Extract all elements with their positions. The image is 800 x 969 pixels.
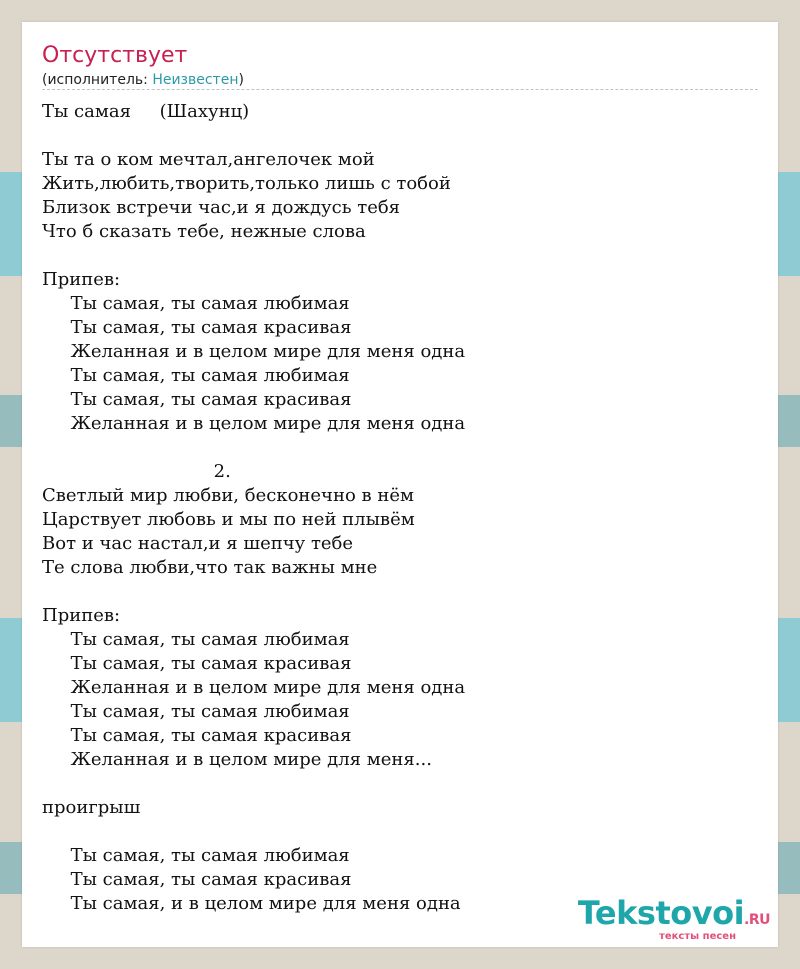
lyric-line: Ты самая, ты самая любимая (42, 365, 350, 386)
lyric-line: Ты самая, ты самая любимая (42, 845, 350, 866)
lyric-line (42, 244, 465, 268)
lyric-line: Царствует любовь и мы по ней плывём (42, 509, 415, 530)
lyric-line (42, 436, 465, 460)
lyric-line (42, 772, 465, 796)
lyric-line: Желанная и в целом мире для меня одна (42, 413, 466, 434)
lyric-line: Желанная и в целом мире для меня одна (42, 677, 466, 698)
site-logo[interactable] (578, 896, 770, 943)
lyric-line: Желанная и в целом мире для меня... (42, 749, 432, 770)
artist-prefix: (исполнитель: (42, 72, 153, 88)
lyric-line: Ты самая, ты самая красивая (42, 725, 352, 746)
logo-subtitle: тексты песен (659, 931, 736, 942)
lyric-line: проигрыш (42, 797, 141, 818)
song-title: Отсутствует (42, 43, 188, 68)
lyric-line: Ты самая, ты самая красивая (42, 869, 352, 890)
lyric-line (42, 820, 465, 844)
lyric-line: Светлый мир любви, бесконечно в нём (42, 485, 415, 506)
lyric-line: Припев: (42, 605, 121, 626)
lyric-line: Что б сказать тебе, нежные слова (42, 221, 366, 242)
lyric-line: Те слова любви,что так важны мне (42, 557, 378, 578)
lyric-line: Ты самая, ты самая любимая (42, 701, 350, 722)
lyric-line: Ты самая, ты самая любимая (42, 293, 350, 314)
lyric-line (42, 580, 465, 604)
lyric-line: Ты самая, ты самая красивая (42, 389, 352, 410)
lyrics-text (42, 100, 465, 916)
logo-main-text: Tekstovoi (577, 894, 745, 932)
lyric-line: 2. (42, 461, 231, 482)
lyric-line: Ты самая, ты самая красивая (42, 317, 352, 338)
lyric-line: Вот и час настал,и я шепчу тебе (42, 533, 354, 554)
lyric-line: Жить,любить,творить,только лишь с тобой (42, 173, 451, 194)
lyric-line: Близок встречи час,и я дождусь тебя (42, 197, 401, 218)
artist-suffix: ) (238, 72, 244, 88)
lyric-line: Ты самая, и в целом мире для меня одна (42, 893, 461, 914)
artist-line (42, 71, 244, 89)
lyric-line: Желанная и в целом мире для меня одна (42, 341, 466, 362)
title-divider (42, 89, 758, 90)
lyric-line: Ты самая, ты самая красивая (42, 653, 352, 674)
lyric-line: Ты самая (Шахунц) (42, 101, 250, 122)
logo-tld: .RU (744, 912, 770, 928)
lyric-line: Припев: (42, 269, 121, 290)
lyrics-card (22, 22, 778, 947)
lyric-line: Ты самая, ты самая любимая (42, 629, 350, 650)
lyric-line (42, 124, 465, 148)
lyric-line: Ты та о ком мечтал,ангелочек мой (42, 149, 375, 170)
artist-link[interactable]: Неизвестен (152, 72, 239, 88)
